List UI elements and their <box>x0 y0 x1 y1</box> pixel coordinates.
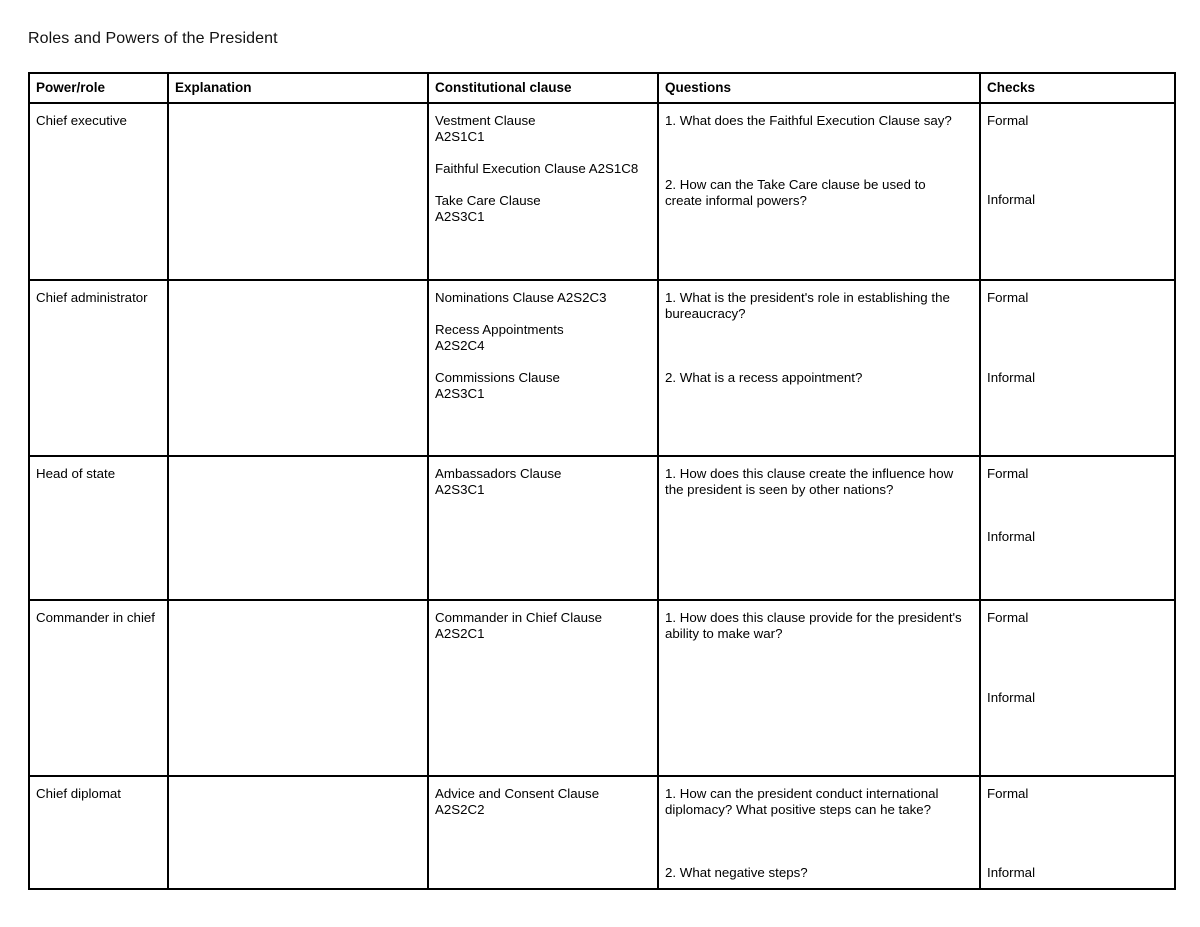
roles-table <box>28 72 1176 890</box>
clause-text: Ambassadors Clause A2S3C1 <box>435 466 562 497</box>
explanation-cell <box>168 456 428 600</box>
question-text: 2. What negative steps? <box>665 865 808 880</box>
clause-text: Commander in Chief Clause A2S2C1 <box>435 610 603 641</box>
explanation-cell <box>168 776 428 889</box>
table-row <box>29 280 1175 456</box>
questions-cell <box>658 456 980 600</box>
role-cell <box>29 280 168 456</box>
question-text: 1. What is the president's role in establishing the bureaucracy? <box>665 290 950 321</box>
checks-cell <box>980 600 1175 776</box>
clause-text: Faithful Execution Clause A2S1C8 <box>435 161 639 176</box>
check-formal: Formal <box>987 290 1029 305</box>
table-row <box>29 600 1175 776</box>
check-formal: Formal <box>987 786 1029 801</box>
explanation-cell <box>168 600 428 776</box>
table-row <box>29 103 1175 280</box>
questions-cell <box>658 280 980 456</box>
clause-cell <box>428 776 658 889</box>
explanation-cell <box>168 103 428 280</box>
checks-cell <box>980 103 1175 280</box>
checks-cell <box>980 776 1175 889</box>
check-informal: Informal <box>987 690 1036 705</box>
questions-cell <box>658 103 980 280</box>
role-label: Chief administrator <box>36 290 148 305</box>
clause-text: Recess Appointments A2S2C4 <box>435 322 564 353</box>
question-text: 2. How can the Take Care clause be used to create informal powers? <box>665 177 926 208</box>
questions-cell <box>658 776 980 889</box>
check-informal: Informal <box>987 192 1036 207</box>
check-formal: Formal <box>987 466 1029 481</box>
question-text: 1. How can the president conduct international diplomacy? What positive steps can he take? <box>665 786 939 817</box>
role-label: Head of state <box>36 466 116 481</box>
clause-text: Commissions Clause A2S3C1 <box>435 370 560 401</box>
question-text: 1. How does this clause provide for the president's ability to make war? <box>665 610 962 641</box>
header-row <box>29 73 1175 103</box>
check-informal: Informal <box>987 865 1036 880</box>
role-cell <box>29 456 168 600</box>
question-text: 2. What is a recess appointment? <box>665 370 863 385</box>
clause-cell <box>428 456 658 600</box>
check-informal: Informal <box>987 370 1036 385</box>
clause-cell <box>428 280 658 456</box>
question-text: 1. What does the Faithful Execution Clause say? <box>665 113 952 128</box>
document-title: Roles and Powers of the President <box>28 30 278 47</box>
clause-text: Take Care Clause A2S3C1 <box>435 193 541 224</box>
question-text: 1. How does this clause create the influence how the president is seen by other nations? <box>665 466 954 497</box>
header-explanation: Explanation <box>168 73 428 103</box>
clause-cell <box>428 600 658 776</box>
role-cell <box>29 103 168 280</box>
table-row <box>29 456 1175 600</box>
role-cell <box>29 776 168 889</box>
clause-cell <box>428 103 658 280</box>
role-label: Commander in chief <box>36 610 155 625</box>
clause-text: Nominations Clause A2S2C3 <box>435 290 607 305</box>
check-informal: Informal <box>987 529 1036 544</box>
role-cell <box>29 600 168 776</box>
header-checks: Checks <box>980 73 1175 103</box>
role-label: Chief executive <box>36 113 127 128</box>
checks-cell <box>980 280 1175 456</box>
explanation-cell <box>168 280 428 456</box>
check-formal: Formal <box>987 610 1029 625</box>
questions-cell <box>658 600 980 776</box>
role-label: Chief diplomat <box>36 786 121 801</box>
clause-text: Advice and Consent Clause A2S2C2 <box>435 786 600 817</box>
checks-cell <box>980 456 1175 600</box>
header-constitutional-clause: Constitutional clause <box>428 73 658 103</box>
clause-text: Vestment Clause A2S1C1 <box>435 113 536 144</box>
table-row <box>29 776 1175 889</box>
header-power-role: Power/role <box>29 73 168 103</box>
header-questions: Questions <box>658 73 980 103</box>
check-formal: Formal <box>987 113 1029 128</box>
